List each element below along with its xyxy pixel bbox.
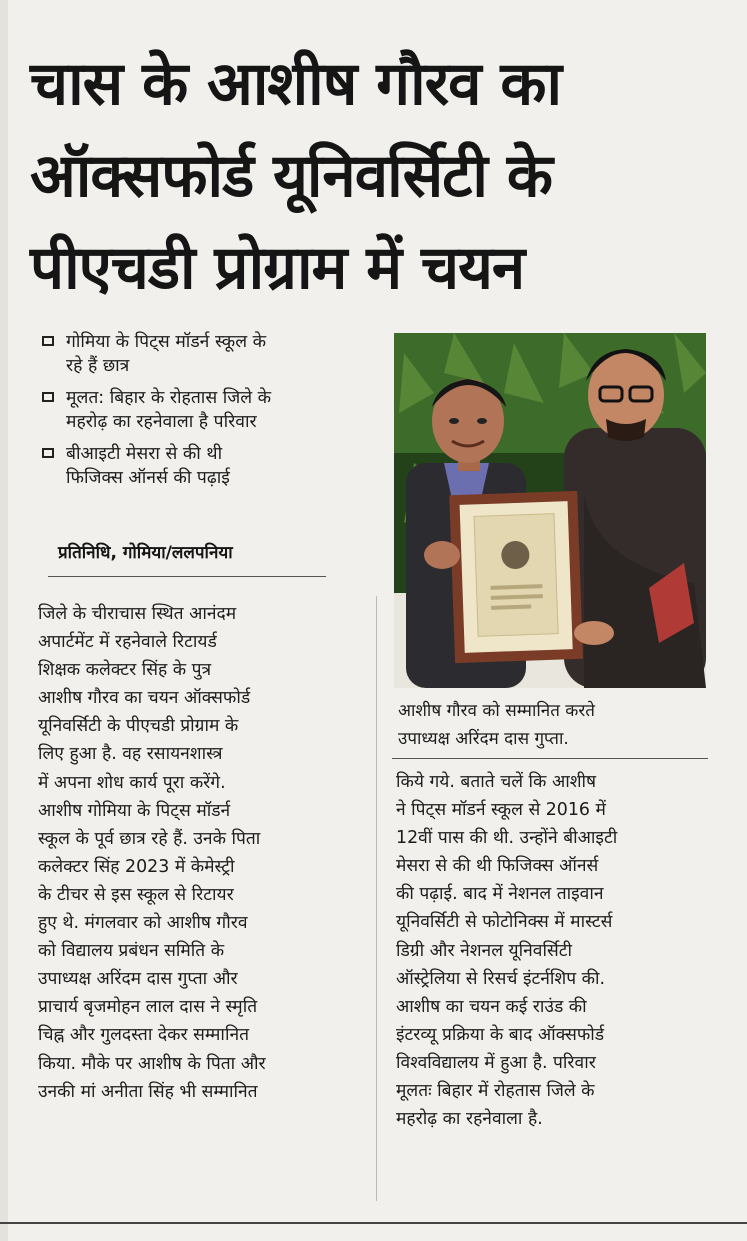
text-line: आशीष गौरव का चयन ऑक्सफोर्ड	[38, 688, 251, 709]
article-column-right	[396, 768, 708, 1133]
text-line: आशीष का चयन कई राउंड की	[396, 996, 587, 1017]
text-line: में अपना शोध कार्य पूरा करेंगे.	[38, 772, 226, 793]
divider	[392, 758, 708, 759]
highlights-list	[42, 330, 362, 498]
caption-line: उपाध्यक्ष अरिंदम दास गुप्ता.	[398, 729, 569, 749]
text-line: आशीष गोमिया के पिट्स मॉडर्न	[38, 800, 231, 821]
text-line: उपाध्यक्ष अरिंदम दास गुप्ता और	[38, 969, 238, 990]
text-line: लिए हुआ है. वह रसायनशास्त्र	[38, 744, 223, 765]
text-line: डिग्री और नेशनल यूनिवर्सिटी	[396, 940, 572, 961]
checkbox-bullet-icon	[42, 392, 54, 402]
text-line: हुए थे. मंगलवार को आशीष गौरव	[38, 913, 248, 934]
bottom-rule	[0, 1222, 747, 1224]
headline-line: चास के आशीष गौरव का	[30, 49, 562, 119]
highlight-item	[42, 386, 362, 434]
text-line: यूनिवर्सिटी के पीएचडी प्रोग्राम के	[38, 716, 239, 737]
article-column-left	[38, 600, 356, 1106]
text-line: महरोढ़ का रहनेवाला है.	[396, 1109, 543, 1130]
text-line: अपार्टमेंट में रहनेवाले रिटायर्ड	[38, 632, 217, 653]
text-line: किया. मौके पर आशीष के पिता और	[38, 1053, 266, 1074]
headline-line: ऑक्सफोर्ड यूनिवर्सिटी के	[30, 141, 552, 211]
highlight-line: महरोढ़ का रहनेवाला है परिवार	[66, 412, 257, 432]
text-line: चिह्न और गुलदस्ता देकर सम्मानित	[38, 1025, 250, 1046]
text-line: प्राचार्य बृजमोहन लाल दास ने स्मृति	[38, 997, 258, 1018]
text-line: ने पिट्स मॉडर्न स्कूल से 2016 में	[396, 800, 606, 821]
caption-line: आशीष गौरव को सम्मानित करते	[398, 701, 595, 721]
highlight-line: फिजिक्स ऑनर्स की पढ़ाई	[66, 468, 230, 488]
text-line: ऑस्ट्रेलिया से रिसर्च इंटर्नशिप की.	[396, 968, 606, 989]
headline-line: पीएचडी प्रोग्राम में चयन	[30, 233, 525, 303]
photo-illustration	[394, 333, 706, 688]
news-photo	[394, 333, 706, 688]
highlight-line: बीआइटी मेसरा से की थी	[66, 444, 223, 464]
highlight-item	[42, 330, 362, 378]
text-line: मेसरा से की थी फिजिक्स ऑनर्स	[396, 856, 599, 877]
divider	[48, 576, 326, 577]
highlight-item	[42, 442, 362, 490]
headline	[30, 38, 720, 314]
highlight-line: रहे हैं छात्र	[66, 356, 130, 376]
text-line: को विद्यालय प्रबंधन समिति के	[38, 941, 225, 962]
highlight-line: मूलत: बिहार के रोहतास जिले के	[66, 388, 272, 408]
checkbox-bullet-icon	[42, 448, 54, 458]
text-line: विश्वविद्यालय में हुआ है. परिवार	[396, 1052, 596, 1073]
text-line: स्कूल के पूर्व छात्र रहे हैं. उनके पिता	[38, 828, 261, 849]
highlight-line: गोमिया के पिट्स मॉडर्न स्कूल के	[66, 332, 267, 352]
text-line: की पढ़ाई. बाद में नेशनल ताइवान	[396, 884, 604, 905]
byline: प्रतिनिधि, गोमिया/ललपनिया	[58, 543, 233, 563]
photo-caption	[398, 697, 708, 753]
text-line: कलेक्टर सिंह 2023 में केमेस्ट्री	[38, 856, 235, 877]
text-line: किये गये. बताते चलें कि आशीष	[396, 772, 597, 792]
text-line: मूलतः बिहार में रोहतास जिले के	[396, 1081, 595, 1102]
text-line: के टीचर से इस स्कूल से रिटायर	[38, 884, 234, 905]
column-divider	[376, 596, 377, 1201]
text-line: इंटरव्यू प्रक्रिया के बाद ऑक्सफोर्ड	[396, 1024, 605, 1045]
page-edge	[0, 0, 8, 1241]
text-line: शिक्षक कलेक्टर सिंह के पुत्र	[38, 660, 212, 681]
checkbox-bullet-icon	[42, 336, 54, 346]
text-line: यूनिवर्सिटी से फोटोनिक्स में मास्टर्स	[396, 912, 613, 933]
text-line: जिले के चीराचास स्थित आनंदम	[38, 604, 237, 624]
text-line: 12वीं पास की थी. उन्होंने बीआइटी	[396, 828, 618, 849]
text-line: उनकी मां अनीता सिंह भी सम्मानित	[38, 1081, 258, 1102]
